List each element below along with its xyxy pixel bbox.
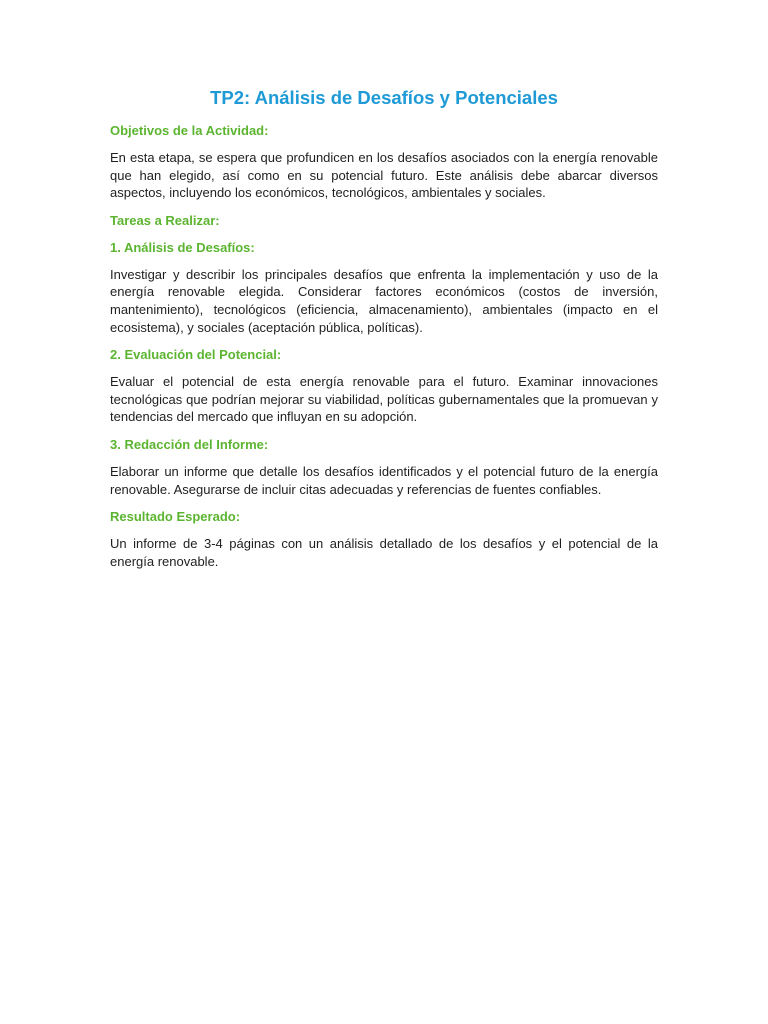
section-text-analisis-desafios: Investigar y describir los principales desafíos que enfrenta la implementación y uso de la energía renovable elegida. Considerar factores económicos (costos de inversión, mantenimiento), tecnológicos (eficiencia, almacenamiento), ambientales (impacto en el ecosistema), y sociales (aceptación pública, políticas). <box>110 266 658 335</box>
section-heading-analisis-desafios: 1. Análisis de Desafíos: <box>110 239 255 255</box>
section-heading-tareas: Tareas a Realizar: <box>110 212 220 228</box>
section-text-resultado-esperado: Un informe de 3-4 páginas con un análisis detallado de los desafíos y el potencial de la energía renovable. <box>110 536 658 569</box>
section-heading-resultado-esperado: Resultado Esperado: <box>110 509 241 525</box>
section-text-evaluacion-potencial: Evaluar el potencial de esta energía renovable para el futuro. Examinar innovaciones tecnológicas que podrían mejorar su viabilidad, políticas gubernamentales que la promuevan y tendencias del mercado que influyan en su adopción. <box>110 374 658 425</box>
section-text-objetivos: En esta etapa, se espera que profundicen en los desafíos asociados con la energía renovable que han elegido, así como en su potencial futuro. Este análisis debe abarcar diversos aspectos, incluyendo los económicos, tecnológicos, ambientales y sociales. <box>110 150 658 201</box>
section-text-redaccion-informe: Elaborar un informe que detalle los desafíos identificados y el potencial futuro de la energía renovable. Asegurarse de incluir citas adecuadas y referencias de fuentes confiables. <box>110 463 658 497</box>
section-heading-objetivos: Objetivos de la Actividad: <box>110 123 269 138</box>
document-title: TP2: Análisis de Desafíos y Potenciales <box>210 87 558 108</box>
section-heading-redaccion-informe: 3. Redacción del Informe: <box>110 436 269 452</box>
section-heading-evaluacion-potencial: 2. Evaluación del Potencial: <box>110 347 282 363</box>
